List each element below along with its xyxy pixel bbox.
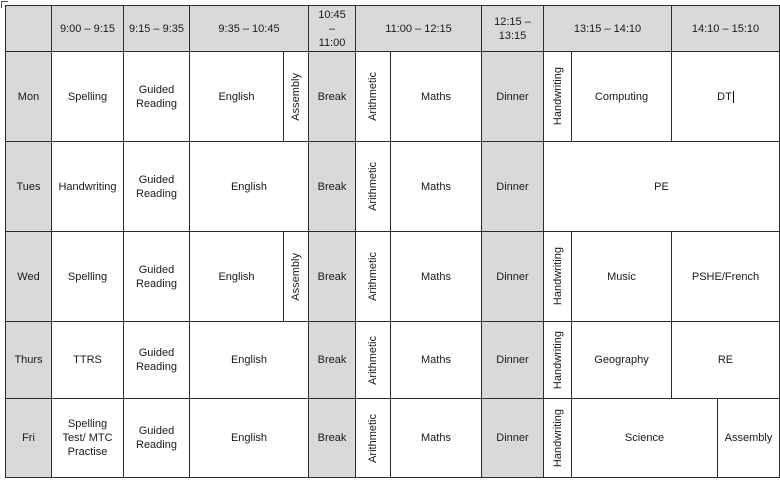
fri-maths: Maths	[390, 398, 482, 478]
wed-arithmetic	[355, 231, 391, 322]
fri-break: Break	[308, 398, 356, 478]
mon-arithmetic-label: Arithmetic	[367, 72, 379, 121]
fri-arithmetic-label: Arithmetic	[367, 413, 379, 463]
mon-pm-1: Computing	[571, 51, 672, 142]
header-time-4: 10:45 – 11:00	[308, 5, 356, 52]
mon-slot-2: Guided Reading	[123, 51, 190, 142]
fri-slot-1: Spelling Test/ MTC Practise	[51, 398, 124, 478]
header-time-6: 12:15 – 13:15	[481, 5, 544, 52]
header-time-2: 9:15 – 9:35	[123, 5, 190, 52]
row-day-tue: Tues	[5, 141, 52, 232]
row-day-fri: Fri	[5, 398, 52, 478]
wed-arithmetic-label: Arithmetic	[367, 252, 379, 301]
thu-pm-2: RE	[671, 321, 780, 399]
row-day-wed: Wed	[5, 231, 52, 322]
timetable	[5, 5, 780, 477]
tue-slot-3: English	[189, 141, 309, 232]
tue-break: Break	[308, 141, 356, 232]
thu-pm-1: Geography	[571, 321, 672, 399]
tue-arithmetic-label: Arithmetic	[367, 162, 379, 211]
tue-slot-2: Guided Reading	[123, 141, 190, 232]
thu-slot-2: Guided Reading	[123, 321, 190, 399]
thu-handwriting-label: Handwriting	[551, 330, 564, 390]
wed-assembly	[283, 231, 309, 322]
mon-arithmetic	[355, 51, 391, 142]
row-day-mon: Mon	[5, 51, 52, 142]
fri-dinner: Dinner	[481, 398, 544, 478]
mon-maths: Maths	[390, 51, 482, 142]
header-time-8: 14:10 – 15:10	[671, 5, 780, 52]
wed-break: Break	[308, 231, 356, 322]
wed-slot-1: Spelling	[51, 231, 124, 322]
thu-slot-1: TTRS	[51, 321, 124, 399]
wed-pm-1: Music	[571, 231, 672, 322]
fri-pm-1: Science	[571, 398, 718, 478]
row-day-thu: Thurs	[5, 321, 52, 399]
header-time-5: 11:00 – 12:15	[355, 5, 482, 52]
fri-handwriting	[543, 398, 572, 478]
thu-maths: Maths	[390, 321, 482, 399]
wed-dinner: Dinner	[481, 231, 544, 322]
mon-slot-3: English	[189, 51, 284, 142]
mon-dinner: Dinner	[481, 51, 544, 142]
fri-handwriting-label: Handwriting	[551, 408, 564, 468]
tue-slot-1: Handwriting	[51, 141, 124, 232]
thu-arithmetic-label: Arithmetic	[367, 335, 379, 385]
thu-break: Break	[308, 321, 356, 399]
wed-slot-2: Guided Reading	[123, 231, 190, 322]
header-time-3: 9:35 – 10:45	[189, 5, 309, 52]
mon-handwriting	[543, 51, 572, 142]
wed-pm-2: PSHE/French	[671, 231, 780, 322]
fri-slot-3: English	[189, 398, 309, 478]
mon-slot-1: Spelling	[51, 51, 124, 142]
thu-slot-3: English	[189, 321, 309, 399]
mon-assembly-label: Assembly	[290, 72, 302, 121]
tue-dinner: Dinner	[481, 141, 544, 232]
thu-handwriting	[543, 321, 572, 399]
mon-pm-2-label: DT	[717, 90, 732, 103]
tue-maths: Maths	[390, 141, 482, 232]
mon-handwriting-label: Handwriting	[551, 67, 564, 126]
header-corner	[5, 5, 52, 52]
mon-pm-2	[671, 51, 780, 142]
text-cursor	[733, 91, 734, 103]
wed-slot-3: English	[189, 231, 284, 322]
thu-arithmetic	[355, 321, 391, 399]
header-time-1: 9:00 – 9:15	[51, 5, 124, 52]
wed-handwriting-label: Handwriting	[551, 247, 564, 306]
tue-pm-1: PE	[543, 141, 780, 232]
wed-handwriting	[543, 231, 572, 322]
fri-pm-2: Assembly	[717, 398, 780, 478]
mon-break: Break	[308, 51, 356, 142]
wed-maths: Maths	[390, 231, 482, 322]
fri-slot-2: Guided Reading	[123, 398, 190, 478]
tue-arithmetic	[355, 141, 391, 232]
thu-dinner: Dinner	[481, 321, 544, 399]
fri-arithmetic	[355, 398, 391, 478]
mon-assembly	[283, 51, 309, 142]
wed-assembly-label: Assembly	[290, 252, 302, 301]
header-time-7: 13:15 – 14:10	[543, 5, 672, 52]
